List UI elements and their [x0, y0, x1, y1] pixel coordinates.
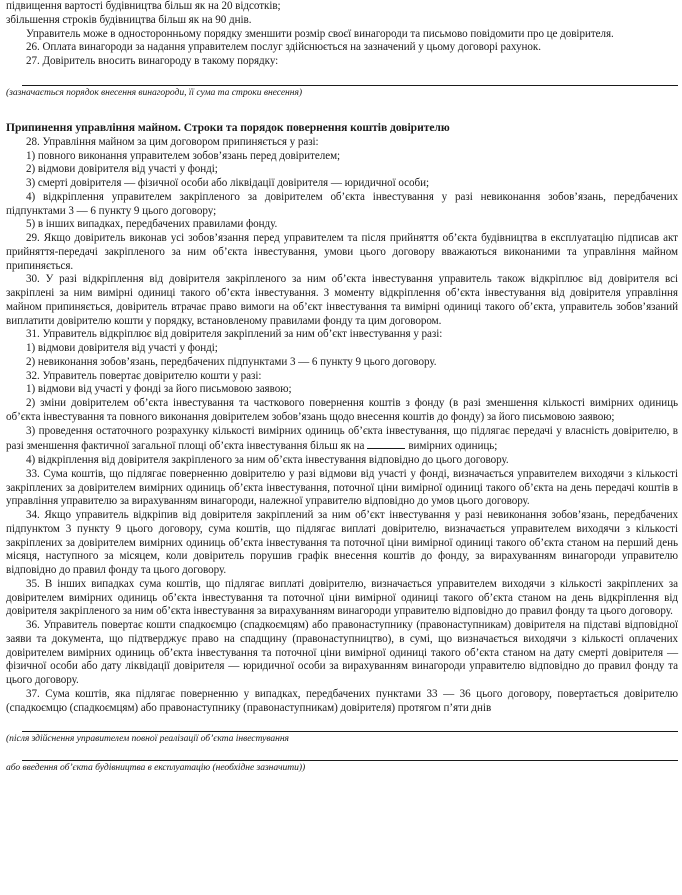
clause-31-item-1: 1) відмови довірителя від участі у фонді; — [26, 342, 218, 354]
clause-28-item-4: 4) відкріплення управителем закріпленого за довірителем об’єкта інвестування у разі невиконання зобов’язань, передбачених підпунктами 3 — 6 пункту 9 цього договору; — [6, 190, 678, 217]
clause-32-item-1: 1) відмови від участі у фонді за його письмовою заявою; — [26, 383, 292, 396]
clause-32-item-3-suffix: вимірних одиниць; — [408, 440, 498, 453]
fee-order-caption: (зазначається порядок внесення винагороди, її сума та строки внесення) — [6, 86, 303, 98]
clause-28-item-1: 1) повного виконання управителем зобов’язань перед довірителем; — [26, 149, 341, 162]
fee-order-fill-line — [22, 72, 678, 86]
clause-28-item-3: 3) смерті довірителя — фізичної особи або ліквідації довірителя — юридичної особи; — [26, 177, 430, 189]
clause-27: 27. Довіритель вносить винагороду в такому порядку: — [26, 55, 279, 67]
units-blank-field — [367, 438, 405, 449]
clause-28-item-2: 2) відмови довірителя від участі у фонді; — [26, 163, 218, 176]
clause-37: 37. Сума коштів, яка підлягає поверненню у випадках, передбачених пунктами 33 — 36 цього договору, повертається довірителю (спадкоємцю (спадкоємцям) або правонаступнику (правонаступникам) довірителя) протягом п’яти днів — [6, 687, 678, 714]
commissioning-fill-line — [22, 747, 678, 761]
clause-28: 28. Управління майном за цим договором припиняється у разі: — [26, 135, 319, 148]
top-line-1: підвищення вартості будівництва більш як на 20 відсотків; — [6, 0, 281, 12]
clause-32-item-4: 4) відкріплення від довірителя закріпленого за ним об’єкта інвестування відповідно до цього договору. — [26, 454, 509, 466]
clause-34: 34. Якщо управитель відкріпив від довірителя закріплений за ним об’єкт інвестування у разі невиконання зобов’язань, передбачених підпунктом 3 пункту 9 цього договору, сума коштів, що підлягає виплаті довірителю, визначається управителем виходячи з кількості закріплених за довірителем вимірних одиниць об’єкта інвестування та поточної ціни вимірної одиниці такого об’єкта станом на перший день місяця, наступного за місяцем, коли довіритель порушив графік внесення коштів до фонду, за вирахуванням винагороди управителю відповідно до правил фонду та цього договору. — [6, 509, 678, 576]
clause-35: 35. В інших випадках сума коштів, що підлягає виплаті довірителю, визначається управителем виходячи з кількості закріплених за довірителем вимірних одиниць об’єкта інвестування та поточної ціни вимірної одиниці такого об’єкта станом на день відкріплення від довірителя закріпленого за ним об’єкта інвестування за вирахуванням винагороди управителю відповідно до правил фонду та цього договору. — [6, 577, 678, 618]
clause-36: 36. Управитель повертає кошти спадкоємцю (спадкоємцям) або правонаступнику (правонаступникам) довірителя на підставі відповідної заяви та документа, що підтверджує право на спадщину (правонаступництво), в сумі, що визначається виходячи з кількості оплачених довірителем вимірних одиниць об’єкта інвестування та поточної ціни вимірної одиниці такого об’єкта станом на дату смерті довірителя — фізичної особи або дату ліквідації довірителя — юридичної особи за вирахуванням винагороди управителю відповідно до правил фонду та цього договору. — [6, 619, 678, 686]
clause-33: 33. Сума коштів, що підлягає поверненню довірителю у разі відмови від участі у фонді, визначається управителем виходячи з кількості закріплених за довірителем вимірних одиниць об’єкта інвестування, поточної ціни вимірної одиниці такого об’єкта на день передачі коштів в управління управителю за вирахуванням винагороди, належної управителю відповідно до умов цього договору. — [6, 467, 678, 508]
clause-26: 26. Оплата винагороди за надання управителем послуг здійснюється на зазначений у цьому договорі рахунок. — [26, 41, 541, 54]
clause-28-item-5: 5) в інших випадках, передбачених правилами фонду. — [26, 218, 278, 231]
realization-fill-line — [22, 718, 678, 732]
clause-32-item-3-text: 3) проведення остаточного розрахунку кількості вимірних одиниць об’єкта інвестування, що підлягає передачі у власність довірителю, в разі зменшення фактичної загальної площі об’єкта інвестування більш як на — [6, 424, 678, 453]
clause-29: 29. Якщо довіритель виконав усі зобов’язання перед управителем та після прийняття об’єкта будівництва в експлуатацію підписав акт прийняття-передачі закріпленого за ним об’єкта інвестування, умови цього договору вважаються виконаними та управління майном припиняється. — [6, 232, 678, 272]
section-heading: Припинення управління майном. Строки та порядок повернення коштів довірителю — [6, 120, 450, 134]
top-line-2: збільшення строків будівництва більш як на 90 днів. — [6, 13, 252, 26]
clause-32-item-3 — [6, 425, 678, 455]
clause-31: 31. Управитель відкріплює від довірителя закріплений за ним об’єкт інвестування у разі: — [26, 328, 443, 341]
clause-32-item-2: 2) зміни довірителем об’єкта інвестування та часткового повернення коштів з фонду (в разі зменшення кількості вимірних одиниць об’єкта інвестування та повного виконання довірителем зобов’язань щодо внесення коштів до фонду) за його письмовою заявою; — [6, 397, 678, 423]
clause-32: 32. Управитель повертає довірителю кошти у разі: — [26, 369, 262, 382]
clause-31-item-2: 2) невиконання зобов’язань, передбачених підпунктами 3 — 6 пункту 9 цього договору. — [26, 355, 437, 368]
clause-30: 30. У разі відкріплення від довірителя закріпленого за ним об’єкта інвестування управитель також відкріплює від довірителя всі закріплені за ним вимірні одиниці такого об’єкта інвестування. З моменту відкріплення об’єкта інвестування від довірителя управління майном припиняється, довіритель втрачає право вимоги на об’єкт інвестування та вимірні одиниці такого об’єкта, управитель зобов’язаний виплатити довірителю кошти у порядку, встановленому правилами фонду та цим договором. — [6, 273, 678, 327]
realization-caption: (після здійснення управителем повної реалізації об’єкта інвестування — [6, 733, 289, 745]
commissioning-caption: або введення об’єкта будівництва в експлуатацію (необхідне зазначити)) — [6, 762, 306, 774]
fee-reduction-paragraph: Управитель може в односторонньому порядку зменшити розмір своєї винагороди та письмово повідомити про це довірителя. — [26, 27, 614, 40]
